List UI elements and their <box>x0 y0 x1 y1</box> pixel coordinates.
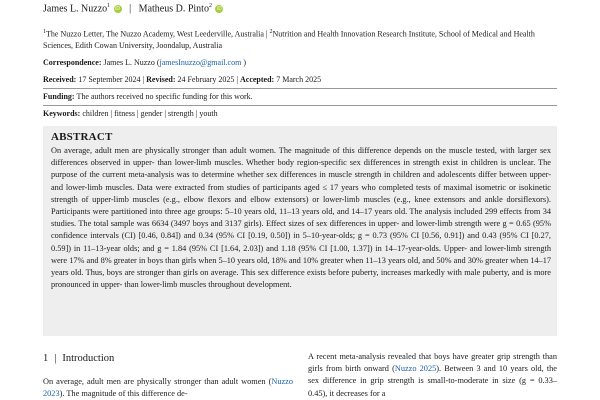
section-bar: | <box>54 353 57 364</box>
revised-label: Revised: <box>146 75 176 84</box>
author-list <box>43 3 223 14</box>
intro-left-column <box>43 376 293 400</box>
correspondence-label: Correspondence: <box>43 58 102 67</box>
funding-label: Funding: <box>43 92 75 101</box>
divider <box>43 88 557 89</box>
keywords-label: Keywords: <box>43 109 81 118</box>
abstract-box <box>43 126 557 336</box>
received-label: Received: <box>43 75 77 84</box>
keywords-text: children | fitness | gender | strength | youth <box>82 109 218 118</box>
abstract-heading: ABSTRACT <box>51 131 113 143</box>
accepted-label: Accepted: <box>239 75 275 84</box>
accepted-date: 7 March 2025 <box>276 75 322 84</box>
citation-link[interactable]: Nuzzo 2023 <box>43 377 293 399</box>
funding-line <box>43 92 253 101</box>
author-name: James L. Nuzzo <box>43 3 108 15</box>
citation-link[interactable]: Nuzzo 2025 <box>394 364 437 374</box>
date-separator: | <box>236 75 238 84</box>
intro-left-text: ). The magnitude of this difference de- <box>59 389 188 399</box>
abstract-text: On average, adult men are physically stronger than adult women. The magnitude of this difference depends on the muscle tested, with larger sex differences observed in upper- than lower-limb muscles. Whether body region-specific sex differences in strength exist in children is unclear. The purpose of the current meta-analysis was to determine whether sex differences in muscle strength in children and adolescents differ between upper- and lower-limb muscles. Data were extracted from studies of participants aged ≤ 17 years who completed tests of maximal isometric or isokinetic strength of upper-limb muscles (e.g., elbow flexors and elbow extensors) or lower-limb muscles (e.g., knee extensors and ankle dorsiflexors). Participants were partitioned into three age groups: 5–10 years old, 11–13 years old, and 14–17 years old. The analysis included 299 effects from 34 studies. The total sample was 6634 (3497 boys and 3137 girls). Effect sizes of sex differences in upper- and lower-limb strength were g = 0.65 (95% confidence intervals (CI) [0.46, 0.84]) and 0.34 (95% CI [0.19, 0.50]) in 5–10-year-olds; g = 0.73 (95% CI [0.56, 0.91]) and 0.43 (95% CI [0.27, 0.59]) in 11–13-year olds; and g = 1.84 (95% CI [1.64, 2.03]) and 1.18 (95% CI [1.00, 1.37]) in 14–17-year-olds. Upper- and lower-limb strength were 17% and 8% greater in boys than girls when 5–10 years old, 18% and 10% greater when 11–13 years old, and 50% and 30% greater when 14–17 years old. Thus, boys are stronger than girls on average. This sex difference exists before puberty, increases markedly with male puberty, and is more pronounced in upper- than lower-limb muscles throughout development. <box>51 146 551 290</box>
correspondence-email-link[interactable]: jamesInuzzo@gmail.com <box>159 58 242 67</box>
received-date: 17 September 2024 <box>78 75 141 84</box>
funding-text: The authors received no specific funding for this work. <box>76 92 253 101</box>
intro-right-text: ). Between 3 and 10 years old, the sex difference in grip strength is small-to-moderate in size (g = 0.33–0.45), it decreases for a <box>308 364 557 398</box>
author-affiliation-sup: 2 <box>208 3 212 9</box>
intro-right-text: A recent meta-analysis revealed that boys have greater grip strength than girls from birth onward ( <box>308 352 557 374</box>
correspondence-name: James L. Nuzzo <box>103 58 155 67</box>
intro-right-column <box>308 351 557 400</box>
orcid-icon[interactable]: iD <box>217 6 222 13</box>
section-title: Introduction <box>62 353 115 364</box>
author-name: Matheus D. Pinto <box>138 3 209 15</box>
divider <box>43 105 557 106</box>
author-separator: | <box>129 3 132 15</box>
affiliation-sup: 2 <box>269 29 273 35</box>
correspondence-open: ( <box>156 58 160 67</box>
keywords-line <box>43 109 218 118</box>
correspondence-close: ) <box>243 58 246 67</box>
correspondence-line <box>43 58 246 67</box>
intro-left-text: On average, adult men are physically stronger than adult women ( <box>43 377 272 386</box>
orcid-icon[interactable]: iD <box>115 6 121 13</box>
revised-date: 24 February 2025 <box>177 75 235 84</box>
date-separator: | <box>142 75 145 84</box>
affiliations <box>43 27 563 51</box>
section-number: 1 <box>43 353 49 364</box>
section-heading <box>43 353 114 364</box>
dates-line <box>43 75 321 84</box>
affiliation-text: The Nuzzo Letter, The Nuzzo Academy, West Leederville, Australia | <box>46 29 270 39</box>
author-affiliation-sup: 1 <box>107 3 111 9</box>
affiliation-sup: 1 <box>43 29 46 35</box>
affiliation-text: Nutrition and Health Innovation Research Institute, School of Medical and Health Sciences, Edith Cowan University, Joondalup, Australia <box>43 29 535 50</box>
